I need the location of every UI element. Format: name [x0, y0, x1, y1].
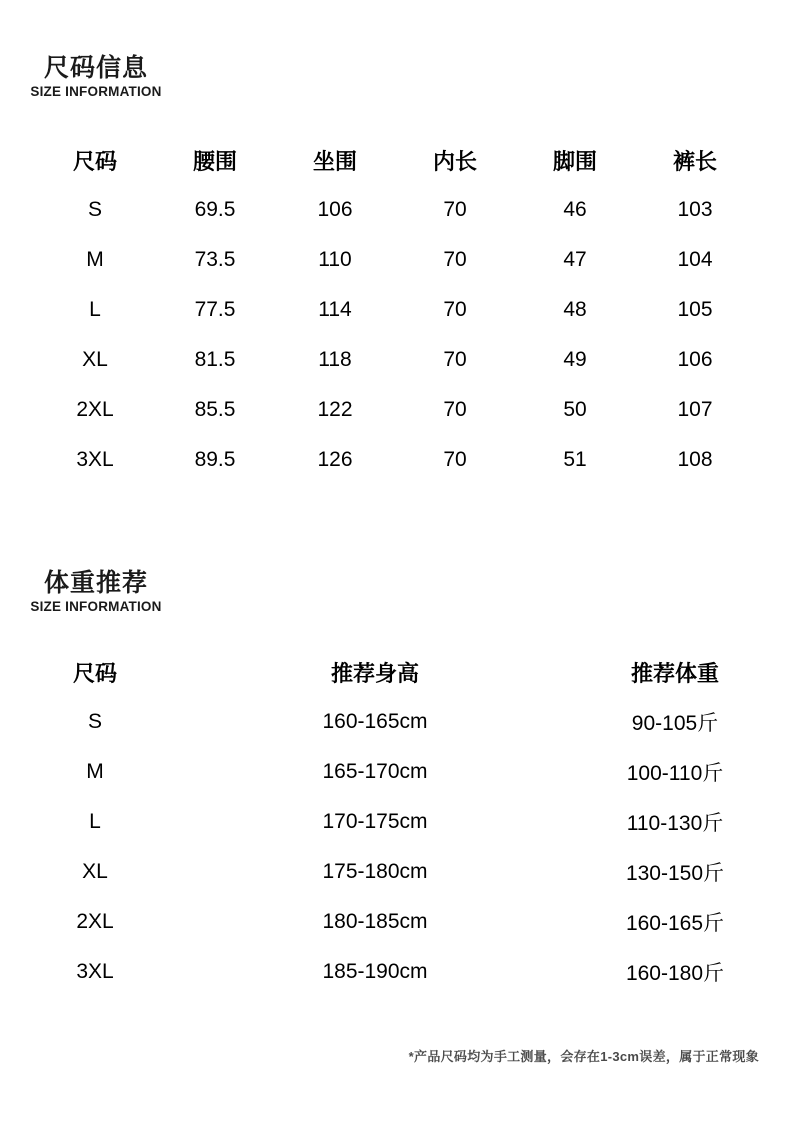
- table-row: [35, 185, 755, 235]
- table-cell: 100-110斤: [626, 762, 724, 785]
- table-cell: 89.5: [194, 448, 236, 471]
- table-cell: 2XL: [76, 910, 114, 933]
- table-cell: 180-185cm: [322, 910, 428, 933]
- table-cell: 165-170cm: [322, 760, 428, 783]
- table-cell: 103: [677, 198, 713, 221]
- table-cell: 122: [317, 398, 353, 421]
- table-cell: XL: [82, 860, 108, 883]
- table-cell: 108: [677, 448, 713, 471]
- table-row: [35, 697, 755, 747]
- table-cell: L: [89, 810, 101, 833]
- table-row: [35, 747, 755, 797]
- column-header: 尺码: [72, 148, 117, 174]
- table-row: [35, 385, 755, 435]
- table-cell: 175-180cm: [322, 860, 428, 883]
- table-cell: 48: [563, 298, 587, 321]
- column-header: 尺码: [72, 660, 117, 686]
- table-header-row: [35, 647, 755, 697]
- table-cell: 170-175cm: [322, 810, 428, 833]
- table-row: [35, 235, 755, 285]
- table-cell: 2XL: [76, 398, 114, 421]
- table-cell: 106: [317, 198, 353, 221]
- table-cell: 107: [677, 398, 713, 421]
- table-cell: 105: [677, 298, 713, 321]
- table-cell: 3XL: [76, 960, 114, 983]
- table-cell: 70: [443, 198, 467, 221]
- column-header: 推荐体重: [630, 660, 719, 686]
- table-row: [35, 797, 755, 847]
- table-cell: 160-165cm: [322, 710, 428, 733]
- section-title: 体重推荐: [43, 569, 148, 597]
- table-cell: 47: [563, 248, 587, 271]
- table-cell: S: [87, 198, 102, 221]
- column-header: 内长: [432, 148, 477, 174]
- weight-recommendation-section-header: [16, 568, 176, 614]
- weight-recommendation-table: [35, 647, 755, 997]
- table-row: [35, 335, 755, 385]
- section-title: 尺码信息: [43, 54, 148, 82]
- table-cell: 70: [443, 348, 467, 371]
- table-cell: 110: [318, 248, 352, 271]
- table-row: [35, 947, 755, 997]
- size-measurements-table: [35, 135, 755, 485]
- table-cell: M: [86, 248, 104, 271]
- column-header: 脚围: [552, 148, 597, 174]
- table-cell: 70: [443, 398, 467, 421]
- table-cell: S: [87, 710, 102, 733]
- table-cell: 51: [563, 448, 587, 471]
- section-subtitle: SIZE INFORMATION: [30, 599, 162, 614]
- table-cell: 69.5: [194, 198, 236, 221]
- column-header: 推荐身高: [330, 660, 419, 686]
- table-cell: L: [89, 298, 101, 321]
- section-subtitle: SIZE INFORMATION: [30, 84, 162, 99]
- table-cell: 104: [677, 248, 713, 271]
- table-cell: 85.5: [194, 398, 236, 421]
- table-cell: 77.5: [194, 298, 236, 321]
- table-cell: 90-105斤: [631, 712, 719, 735]
- table-header-row: [35, 135, 755, 185]
- table-cell: 106: [677, 348, 713, 371]
- table-cell: 118: [318, 348, 352, 371]
- table-row: [35, 285, 755, 335]
- table-cell: 185-190cm: [322, 960, 428, 983]
- table-cell: 81.5: [194, 348, 236, 371]
- table-cell: 49: [563, 348, 587, 371]
- table-cell: 3XL: [76, 448, 114, 471]
- table-row: [35, 847, 755, 897]
- table-cell: 70: [443, 298, 467, 321]
- measurement-disclaimer: *产品尺码均为手工测量，会存在1-3cm误差，属于正常现象: [408, 1049, 759, 1064]
- table-cell: XL: [82, 348, 108, 371]
- table-cell: 160-165斤: [625, 912, 725, 935]
- column-header: 腰围: [192, 148, 237, 174]
- table-cell: 160-180斤: [625, 962, 725, 985]
- table-cell: 70: [443, 448, 467, 471]
- table-cell: 126: [317, 448, 353, 471]
- table-row: [35, 435, 755, 485]
- table-cell: 46: [563, 198, 587, 221]
- table-row: [35, 897, 755, 947]
- column-header: 坐围: [312, 148, 357, 174]
- table-cell: M: [86, 760, 104, 783]
- table-cell: 110-130斤: [626, 812, 724, 835]
- size-info-section-header: [16, 53, 176, 99]
- table-cell: 73.5: [194, 248, 236, 271]
- column-header: 裤长: [672, 148, 717, 174]
- table-cell: 50: [563, 398, 587, 421]
- table-cell: 130-150斤: [625, 862, 725, 885]
- table-cell: 114: [318, 298, 352, 321]
- table-cell: 70: [443, 248, 467, 271]
